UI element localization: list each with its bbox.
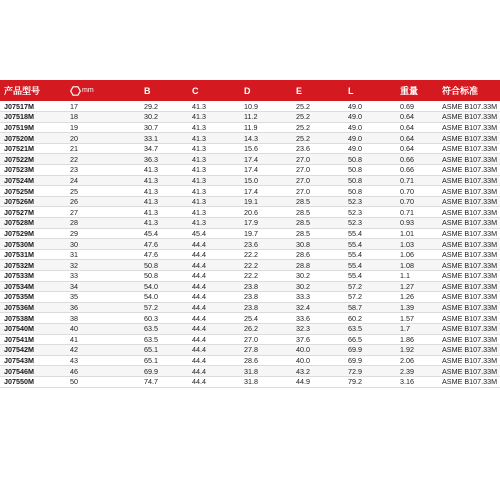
cell-model: J07526M [0,196,66,207]
cell-d: 22.2 [240,271,292,282]
cell-weight: 1.06 [396,249,438,260]
table-row [0,154,500,165]
cell-size: 46 [66,366,140,377]
header-size-unit: mm [82,87,94,95]
cell-e: 43.2 [292,366,344,377]
table-row [0,249,500,260]
cell-l: 55.4 [344,249,396,260]
cell-standard: ASME B107.33M [438,249,500,260]
cell-l: 50.8 [344,165,396,176]
cell-size: 22 [66,154,140,165]
cell-d: 17.9 [240,218,292,229]
cell-model: J07530M [0,239,66,250]
cell-e: 37.6 [292,334,344,345]
cell-model: J07533M [0,271,66,282]
table-row [0,334,500,345]
cell-b: 29.2 [140,101,188,112]
cell-b: 34.7 [140,143,188,154]
cell-standard: ASME B107.33M [438,313,500,324]
cell-size: 50 [66,376,140,387]
cell-b: 36.3 [140,154,188,165]
cell-l: 69.9 [344,345,396,356]
cell-model: J07543M [0,355,66,366]
cell-b: 50.8 [140,260,188,271]
cell-weight: 1.86 [396,334,438,345]
cell-e: 23.6 [292,143,344,154]
table-row [0,239,500,250]
cell-l: 49.0 [344,112,396,123]
cell-size: 35 [66,292,140,303]
cell-d: 19.7 [240,228,292,239]
cell-b: 47.6 [140,249,188,260]
cell-weight: 0.66 [396,165,438,176]
cell-standard: ASME B107.33M [438,218,500,229]
header-c: C [192,85,199,96]
cell-weight: 2.39 [396,366,438,377]
cell-l: 52.3 [344,196,396,207]
cell-l: 69.9 [344,355,396,366]
cell-c: 44.4 [188,313,240,324]
cell-e: 30.2 [292,281,344,292]
cell-model: J07524M [0,175,66,186]
cell-weight: 1.92 [396,345,438,356]
cell-model: J07528M [0,218,66,229]
cell-c: 41.3 [188,218,240,229]
table-row [0,366,500,377]
cell-c: 41.3 [188,186,240,197]
cell-b: 65.1 [140,355,188,366]
cell-weight: 2.06 [396,355,438,366]
cell-size: 32 [66,260,140,271]
cell-e: 44.9 [292,376,344,387]
cell-model: J07521M [0,143,66,154]
cell-standard: ASME B107.33M [438,334,500,345]
cell-standard: ASME B107.33M [438,302,500,313]
table-row [0,228,500,239]
header-b: B [144,85,151,96]
cell-standard: ASME B107.33M [438,292,500,303]
cell-size: 30 [66,239,140,250]
cell-d: 23.8 [240,292,292,303]
cell-model: J07527M [0,207,66,218]
cell-model: J07520M [0,133,66,144]
cell-c: 44.4 [188,376,240,387]
cell-weight: 1.57 [396,313,438,324]
cell-size: 24 [66,175,140,186]
cell-weight: 0.64 [396,133,438,144]
cell-weight: 0.69 [396,101,438,112]
cell-c: 41.3 [188,154,240,165]
cell-c: 45.4 [188,228,240,239]
cell-size: 27 [66,207,140,218]
cell-l: 49.0 [344,122,396,133]
cell-weight: 1.03 [396,239,438,250]
cell-standard: ASME B107.33M [438,260,500,271]
cell-e: 25.2 [292,112,344,123]
table-row [0,292,500,303]
cell-l: 55.4 [344,228,396,239]
cell-standard: ASME B107.33M [438,355,500,366]
cell-standard: ASME B107.33M [438,239,500,250]
cell-b: 41.3 [140,196,188,207]
table-row [0,186,500,197]
cell-size: 29 [66,228,140,239]
cell-size: 17 [66,101,140,112]
cell-d: 17.4 [240,154,292,165]
cell-weight: 0.66 [396,154,438,165]
cell-model: J07517M [0,101,66,112]
table-row [0,218,500,229]
cell-e: 32.4 [292,302,344,313]
header-weight: 重量 [400,86,419,96]
cell-d: 22.2 [240,249,292,260]
cell-c: 41.3 [188,101,240,112]
cell-weight: 0.71 [396,175,438,186]
cell-model: J07523M [0,165,66,176]
cell-d: 28.6 [240,355,292,366]
cell-weight: 1.39 [396,302,438,313]
cell-d: 15.6 [240,143,292,154]
cell-d: 20.6 [240,207,292,218]
cell-e: 25.2 [292,133,344,144]
hexagon-icon [70,86,81,96]
cell-model: J07534M [0,281,66,292]
cell-size: 36 [66,302,140,313]
cell-e: 28.5 [292,207,344,218]
cell-standard: ASME B107.33M [438,143,500,154]
cell-standard: ASME B107.33M [438,323,500,334]
cell-standard: ASME B107.33M [438,366,500,377]
cell-d: 10.9 [240,101,292,112]
cell-d: 23.8 [240,302,292,313]
cell-b: 33.1 [140,133,188,144]
cell-d: 23.6 [240,239,292,250]
cell-weight: 1.08 [396,260,438,271]
cell-c: 44.4 [188,292,240,303]
cell-b: 74.7 [140,376,188,387]
header-model: 产品型号 [4,86,41,96]
cell-b: 30.2 [140,112,188,123]
cell-b: 65.1 [140,345,188,356]
cell-b: 63.5 [140,334,188,345]
cell-standard: ASME B107.33M [438,175,500,186]
cell-weight: 0.93 [396,218,438,229]
table-row [0,196,500,207]
cell-e: 28.5 [292,196,344,207]
cell-size: 21 [66,143,140,154]
cell-e: 27.0 [292,165,344,176]
table-row [0,207,500,218]
cell-b: 41.3 [140,207,188,218]
table-row [0,101,500,112]
cell-c: 41.3 [188,196,240,207]
cell-standard: ASME B107.33M [438,281,500,292]
table-row [0,345,500,356]
cell-e: 25.2 [292,101,344,112]
cell-c: 41.3 [188,112,240,123]
cell-b: 41.3 [140,175,188,186]
cell-b: 54.0 [140,292,188,303]
table-row [0,376,500,387]
table-header [0,80,500,101]
cell-l: 57.2 [344,292,396,303]
table-row [0,143,500,154]
cell-standard: ASME B107.33M [438,271,500,282]
cell-l: 50.8 [344,175,396,186]
table-row [0,323,500,334]
cell-b: 54.0 [140,281,188,292]
cell-l: 52.3 [344,218,396,229]
cell-size: 23 [66,165,140,176]
cell-c: 44.4 [188,260,240,271]
cell-l: 55.4 [344,271,396,282]
spec-table [0,80,500,388]
header-standard: 符合标准 [442,86,479,96]
cell-l: 50.8 [344,186,396,197]
cell-c: 44.4 [188,334,240,345]
cell-size: 38 [66,313,140,324]
cell-l: 49.0 [344,133,396,144]
cell-e: 28.5 [292,218,344,229]
cell-c: 44.4 [188,345,240,356]
cell-weight: 1.7 [396,323,438,334]
cell-model: J07542M [0,345,66,356]
cell-d: 31.8 [240,376,292,387]
cell-weight: 0.64 [396,122,438,133]
cell-standard: ASME B107.33M [438,122,500,133]
cell-model: J07522M [0,154,66,165]
cell-weight: 1.26 [396,292,438,303]
cell-model: J07550M [0,376,66,387]
cell-model: J07525M [0,186,66,197]
cell-weight: 0.64 [396,143,438,154]
cell-d: 19.1 [240,196,292,207]
cell-b: 41.3 [140,218,188,229]
cell-d: 11.9 [240,122,292,133]
cell-weight: 0.70 [396,196,438,207]
cell-l: 49.0 [344,101,396,112]
cell-c: 41.3 [188,122,240,133]
cell-model: J07532M [0,260,66,271]
cell-d: 15.0 [240,175,292,186]
cell-d: 27.0 [240,334,292,345]
cell-l: 52.3 [344,207,396,218]
cell-model: J07541M [0,334,66,345]
table-row [0,112,500,123]
cell-standard: ASME B107.33M [438,196,500,207]
cell-b: 57.2 [140,302,188,313]
cell-standard: ASME B107.33M [438,345,500,356]
cell-l: 66.5 [344,334,396,345]
cell-size: 18 [66,112,140,123]
cell-d: 31.8 [240,366,292,377]
table-row [0,165,500,176]
cell-e: 32.3 [292,323,344,334]
cell-size: 28 [66,218,140,229]
cell-l: 49.0 [344,143,396,154]
cell-model: J07529M [0,228,66,239]
cell-e: 33.3 [292,292,344,303]
cell-l: 63.5 [344,323,396,334]
cell-standard: ASME B107.33M [438,376,500,387]
cell-e: 28.6 [292,249,344,260]
cell-size: 19 [66,122,140,133]
cell-b: 63.5 [140,323,188,334]
cell-e: 25.2 [292,122,344,133]
cell-size: 43 [66,355,140,366]
cell-b: 45.4 [140,228,188,239]
cell-size: 40 [66,323,140,334]
table-body [0,101,500,387]
cell-standard: ASME B107.33M [438,165,500,176]
cell-b: 50.8 [140,271,188,282]
spec-table-wrapper [0,80,500,388]
cell-e: 40.0 [292,355,344,366]
cell-d: 26.2 [240,323,292,334]
cell-model: J07518M [0,112,66,123]
cell-c: 41.3 [188,207,240,218]
cell-d: 22.2 [240,260,292,271]
cell-size: 42 [66,345,140,356]
cell-c: 44.4 [188,249,240,260]
cell-e: 27.0 [292,175,344,186]
cell-c: 44.4 [188,281,240,292]
cell-d: 17.4 [240,165,292,176]
cell-e: 27.0 [292,154,344,165]
cell-c: 44.4 [188,366,240,377]
cell-e: 40.0 [292,345,344,356]
cell-size: 25 [66,186,140,197]
cell-l: 57.2 [344,281,396,292]
cell-standard: ASME B107.33M [438,133,500,144]
table-row [0,271,500,282]
cell-weight: 0.70 [396,186,438,197]
cell-model: J07519M [0,122,66,133]
cell-e: 30.8 [292,239,344,250]
cell-standard: ASME B107.33M [438,186,500,197]
header-row [0,80,500,101]
cell-weight: 0.64 [396,112,438,123]
cell-e: 30.2 [292,271,344,282]
table-row [0,175,500,186]
cell-d: 17.4 [240,186,292,197]
cell-l: 72.9 [344,366,396,377]
cell-standard: ASME B107.33M [438,101,500,112]
cell-standard: ASME B107.33M [438,154,500,165]
cell-l: 79.2 [344,376,396,387]
cell-weight: 3.16 [396,376,438,387]
cell-e: 28.5 [292,228,344,239]
cell-c: 41.3 [188,133,240,144]
cell-c: 44.4 [188,355,240,366]
cell-model: J07535M [0,292,66,303]
header-e: E [296,85,303,96]
cell-size: 31 [66,249,140,260]
cell-d: 11.2 [240,112,292,123]
cell-e: 28.8 [292,260,344,271]
cell-e: 33.6 [292,313,344,324]
cell-b: 47.6 [140,239,188,250]
cell-b: 41.3 [140,165,188,176]
cell-b: 69.9 [140,366,188,377]
cell-size: 20 [66,133,140,144]
cell-model: J07531M [0,249,66,260]
cell-c: 44.4 [188,239,240,250]
cell-size: 41 [66,334,140,345]
table-row [0,302,500,313]
cell-c: 41.3 [188,143,240,154]
cell-b: 30.7 [140,122,188,133]
cell-d: 14.3 [240,133,292,144]
cell-l: 50.8 [344,154,396,165]
cell-standard: ASME B107.33M [438,228,500,239]
table-row [0,122,500,133]
cell-l: 55.4 [344,239,396,250]
cell-weight: 0.71 [396,207,438,218]
cell-c: 44.4 [188,271,240,282]
table-row [0,260,500,271]
cell-b: 60.3 [140,313,188,324]
cell-weight: 1.27 [396,281,438,292]
cell-d: 25.4 [240,313,292,324]
cell-model: J07538M [0,313,66,324]
cell-weight: 1.01 [396,228,438,239]
cell-c: 41.3 [188,175,240,186]
cell-c: 44.4 [188,302,240,313]
cell-size: 33 [66,271,140,282]
table-row [0,133,500,144]
cell-c: 41.3 [188,165,240,176]
cell-e: 27.0 [292,186,344,197]
header-size [66,80,140,101]
cell-standard: ASME B107.33M [438,112,500,123]
cell-size: 34 [66,281,140,292]
cell-model: J07540M [0,323,66,334]
header-l: L [348,85,354,96]
table-row [0,355,500,366]
header-d: D [244,85,251,96]
cell-size: 26 [66,196,140,207]
cell-l: 55.4 [344,260,396,271]
cell-d: 23.8 [240,281,292,292]
cell-model: J07546M [0,366,66,377]
cell-weight: 1.1 [396,271,438,282]
table-row [0,281,500,292]
cell-b: 41.3 [140,186,188,197]
table-row [0,313,500,324]
cell-model: J07536M [0,302,66,313]
cell-l: 60.2 [344,313,396,324]
cell-l: 58.7 [344,302,396,313]
cell-standard: ASME B107.33M [438,207,500,218]
cell-d: 27.8 [240,345,292,356]
cell-c: 44.4 [188,323,240,334]
